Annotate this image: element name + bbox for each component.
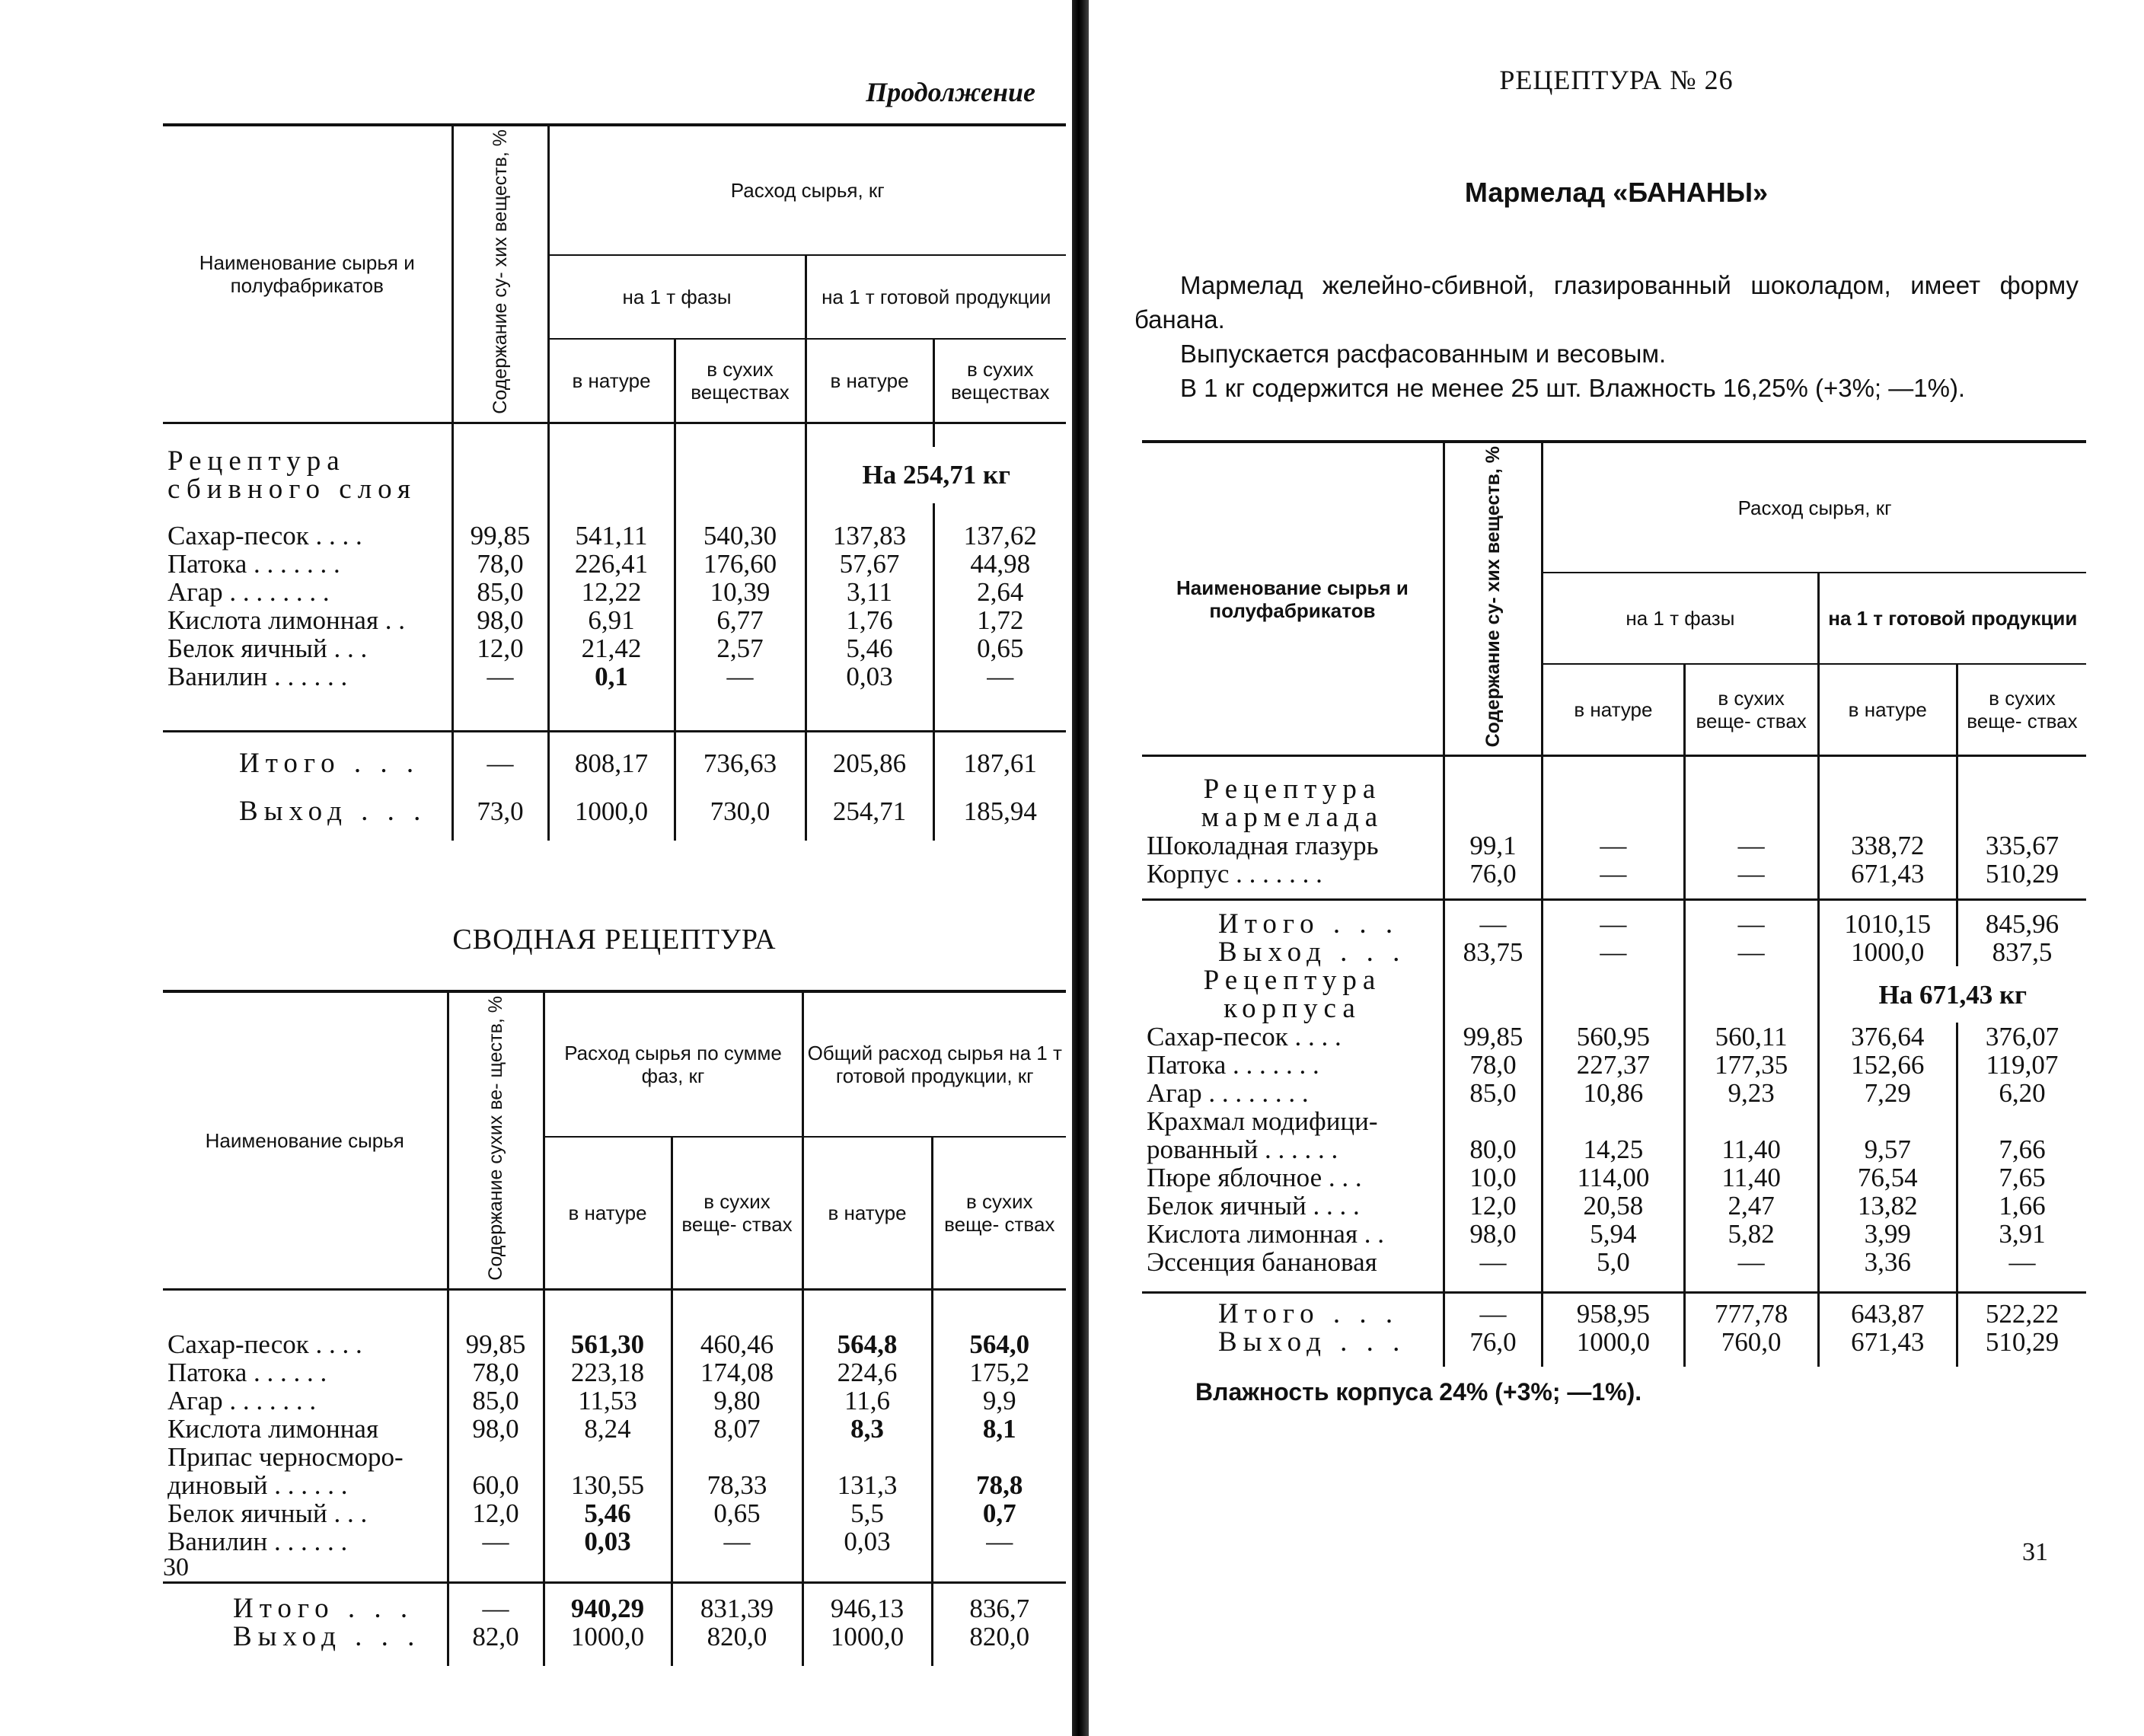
table-rows (163, 522, 1066, 732)
section-note: На 254,71 кг (806, 447, 1066, 503)
description-paragraph: В 1 кг содержится не менее 25 шт. Влажность 16,25% (+3%; —1%). (1180, 374, 1966, 402)
col-header-per-phase: на 1 т фазы (548, 255, 806, 339)
col-header-phase-natural: в натуре (548, 339, 675, 423)
col-header-product-natural: в натуре (806, 339, 933, 423)
table-row: Кислота лимонная . . 98,0 6,91 6,77 1,76 1,72 (163, 606, 1066, 634)
table-row: Корпус . . . . . . . 76,0 — — 671,43 510,29 (1142, 860, 2086, 888)
table-row: Кислота лимонная . . 98,0 5,94 5,82 3,99 3,91 (1142, 1220, 2086, 1248)
table-row: рованный . . . . . . 80,0 14,25 11,40 9,57 7,66 (1142, 1135, 2086, 1163)
col-header-name: Наименование сырья и полуфабрикатов (163, 125, 452, 423)
table-row: Агар . . . . . . . 85,0 11,53 9,80 11,6 9,9 (163, 1387, 1066, 1415)
table-row: Белок яичный . . . 12,0 21,42 2,57 5,46 0,65 (163, 634, 1066, 662)
output-row: Выход . . . 82,0 1000,0 820,0 1000,0 820,0 (163, 1623, 1066, 1651)
table-row: Крахмал модифици- (1142, 1107, 2086, 1135)
output-row: Выход . . . 73,0 1000,0 730,0 254,71 185,94 (163, 797, 1066, 825)
output-row: Выход . . . 83,75 — — 1000,0 837,5 (1142, 938, 2086, 966)
banana-marmalade-recipe-table (1142, 440, 2086, 1367)
table-row: Шоколадная глазурь 99,1 — — 338,72 335,67 (1142, 831, 2086, 860)
continuation-label: Продолжение (866, 77, 1035, 107)
recipe-title: РЕЦЕПТУРА № 26 (1499, 65, 1734, 95)
col-header-product-natural: в натуре (1818, 664, 1957, 756)
summary-title: СВОДНАЯ РЕЦЕПТУРА (452, 924, 777, 956)
book-gutter (1072, 0, 1089, 1736)
right-page (1089, 0, 2144, 1736)
col-header-per-product: на 1 т готовой продукции (806, 255, 1066, 339)
col-header-phase-natural: в натуре (1543, 664, 1685, 756)
table-row: Сахар-песок . . . . 99,85 561,30 460,46 564,8 564,0 (163, 1330, 1066, 1358)
description-paragraph: Мармелад желейно-сбивной, глазированный шоколадом, имеет форму банана. (1134, 271, 2079, 333)
table-row: Припас черносморо- (163, 1443, 1066, 1471)
col-header-total-consumption: Общий расход сырья на 1 т готовой продукции, кг (802, 991, 1066, 1137)
summary-recipe-table (163, 990, 1066, 1666)
col-header-consumption: Расход сырья, кг (1543, 442, 2086, 573)
table-row: Пюре яблочное . . . 10,0 114,00 11,40 76,54 7,65 (1142, 1163, 2086, 1192)
table-row: Сахар-песок . . . . 99,85 560,95 560,11 376,64 376,07 (1142, 1023, 2086, 1051)
total-row: Итого . . . — — — 1010,15 845,96 (1142, 910, 2086, 938)
output-row: Выход . . . 76,0 1000,0 760,0 671,43 510,29 (1142, 1328, 2086, 1356)
total-row: Итого . . . — 808,17 736,63 205,86 187,61 (163, 749, 1066, 777)
col-header-total-dry: в сухих веще- ствах (932, 1137, 1066, 1289)
col-header-product-dry: в сухих веще- ствах (1957, 664, 2086, 756)
table-row: Ванилин . . . . . . — 0,03 — 0,03 — (163, 1527, 1066, 1556)
total-row: Итого . . . — 958,95 777,78 643,87 522,22 (1142, 1300, 2086, 1328)
table-row: Эссенция банановая — 5,0 — 3,36 — (1142, 1248, 2086, 1276)
body-humidity-note: Влажность корпуса 24% (+3%; —1%). (1195, 1378, 1642, 1406)
col-header-name: Наименование сырья (163, 991, 448, 1289)
table-row: Патока . . . . . . . 78,0 227,37 177,35 152,66 119,07 (1142, 1051, 2086, 1079)
col-header-per-product: на 1 т готовой продукции (1818, 573, 2086, 664)
table-row: диновый . . . . . . 60,0 130,55 78,33 131,3 78,8 (163, 1471, 1066, 1499)
col-header-dry-content: Содержание су- хих веществ, % (452, 125, 548, 423)
table-row: Агар . . . . . . . . 85,0 12,22 10,39 3,11 2,64 (163, 578, 1066, 606)
section-note: На 671,43 кг (1818, 966, 2086, 1023)
col-header-product-dry: в сухих веществах (933, 339, 1066, 423)
total-row: Итого . . . — 940,29 831,39 946,13 836,7 (163, 1594, 1066, 1623)
table-row: Кислота лимонная 98,0 8,24 8,07 8,3 8,1 (163, 1415, 1066, 1443)
col-header-per-phase: на 1 т фазы (1543, 573, 1818, 664)
col-header-dry-content: Содержание су- хих веществ, % (1444, 442, 1542, 756)
table-row: Ванилин . . . . . . — 0,1 — 0,03 — (163, 662, 1066, 691)
section-title-marmalade: Рецептура мармелада (1201, 774, 1384, 834)
col-header-total-natural: в натуре (802, 1137, 932, 1289)
col-header-consumption: Расход сырья, кг (548, 125, 1066, 255)
section-title: Рецептура сбивного слоя (168, 445, 416, 505)
raw-material-table-whipped-layer (163, 123, 1066, 841)
table-row: Сахар-песок . . . . 99,85 541,11 540,30 137,83 137,62 (163, 522, 1066, 550)
col-header-sum-dry: в сухих веще- ствах (672, 1137, 802, 1289)
col-header-name: Наименование сырья и полуфабрикатов (1142, 442, 1444, 756)
col-header-sum-of-phases: Расход сырья по сумме фаз, кг (544, 991, 802, 1137)
col-header-phase-dry: в сухих веществах (675, 339, 806, 423)
table-row: Белок яичный . . . 12,0 5,46 0,65 5,5 0,7 (163, 1499, 1066, 1527)
product-description (1134, 268, 2079, 405)
product-name: Мармелад «БАНАНЫ» (1464, 177, 1769, 208)
section-title-body: Рецептура корпуса (1203, 965, 1382, 1025)
table-row: Патока . . . . . . . 78,0 226,41 176,60 57,67 44,98 (163, 550, 1066, 578)
col-header-phase-dry: в сухих веще- ствах (1684, 664, 1818, 756)
table-row: Агар . . . . . . . . 85,0 10,86 9,23 7,29 6,20 (1142, 1079, 2086, 1107)
col-header-dry-content: Содержание сухих ве- ществ, % (448, 991, 544, 1289)
page-number: 30 (163, 1553, 189, 1581)
col-header-sum-natural: в натуре (544, 1137, 672, 1289)
page-number: 31 (2022, 1538, 2048, 1566)
table-row: Патока . . . . . . 78,0 223,18 174,08 224,6 175,2 (163, 1358, 1066, 1387)
description-paragraph: Выпускается расфасованным и весовым. (1180, 340, 1667, 368)
table-row: Белок яичный . . . . 12,0 20,58 2,47 13,82 1,66 (1142, 1192, 2086, 1220)
table-rows (163, 1289, 1066, 1582)
